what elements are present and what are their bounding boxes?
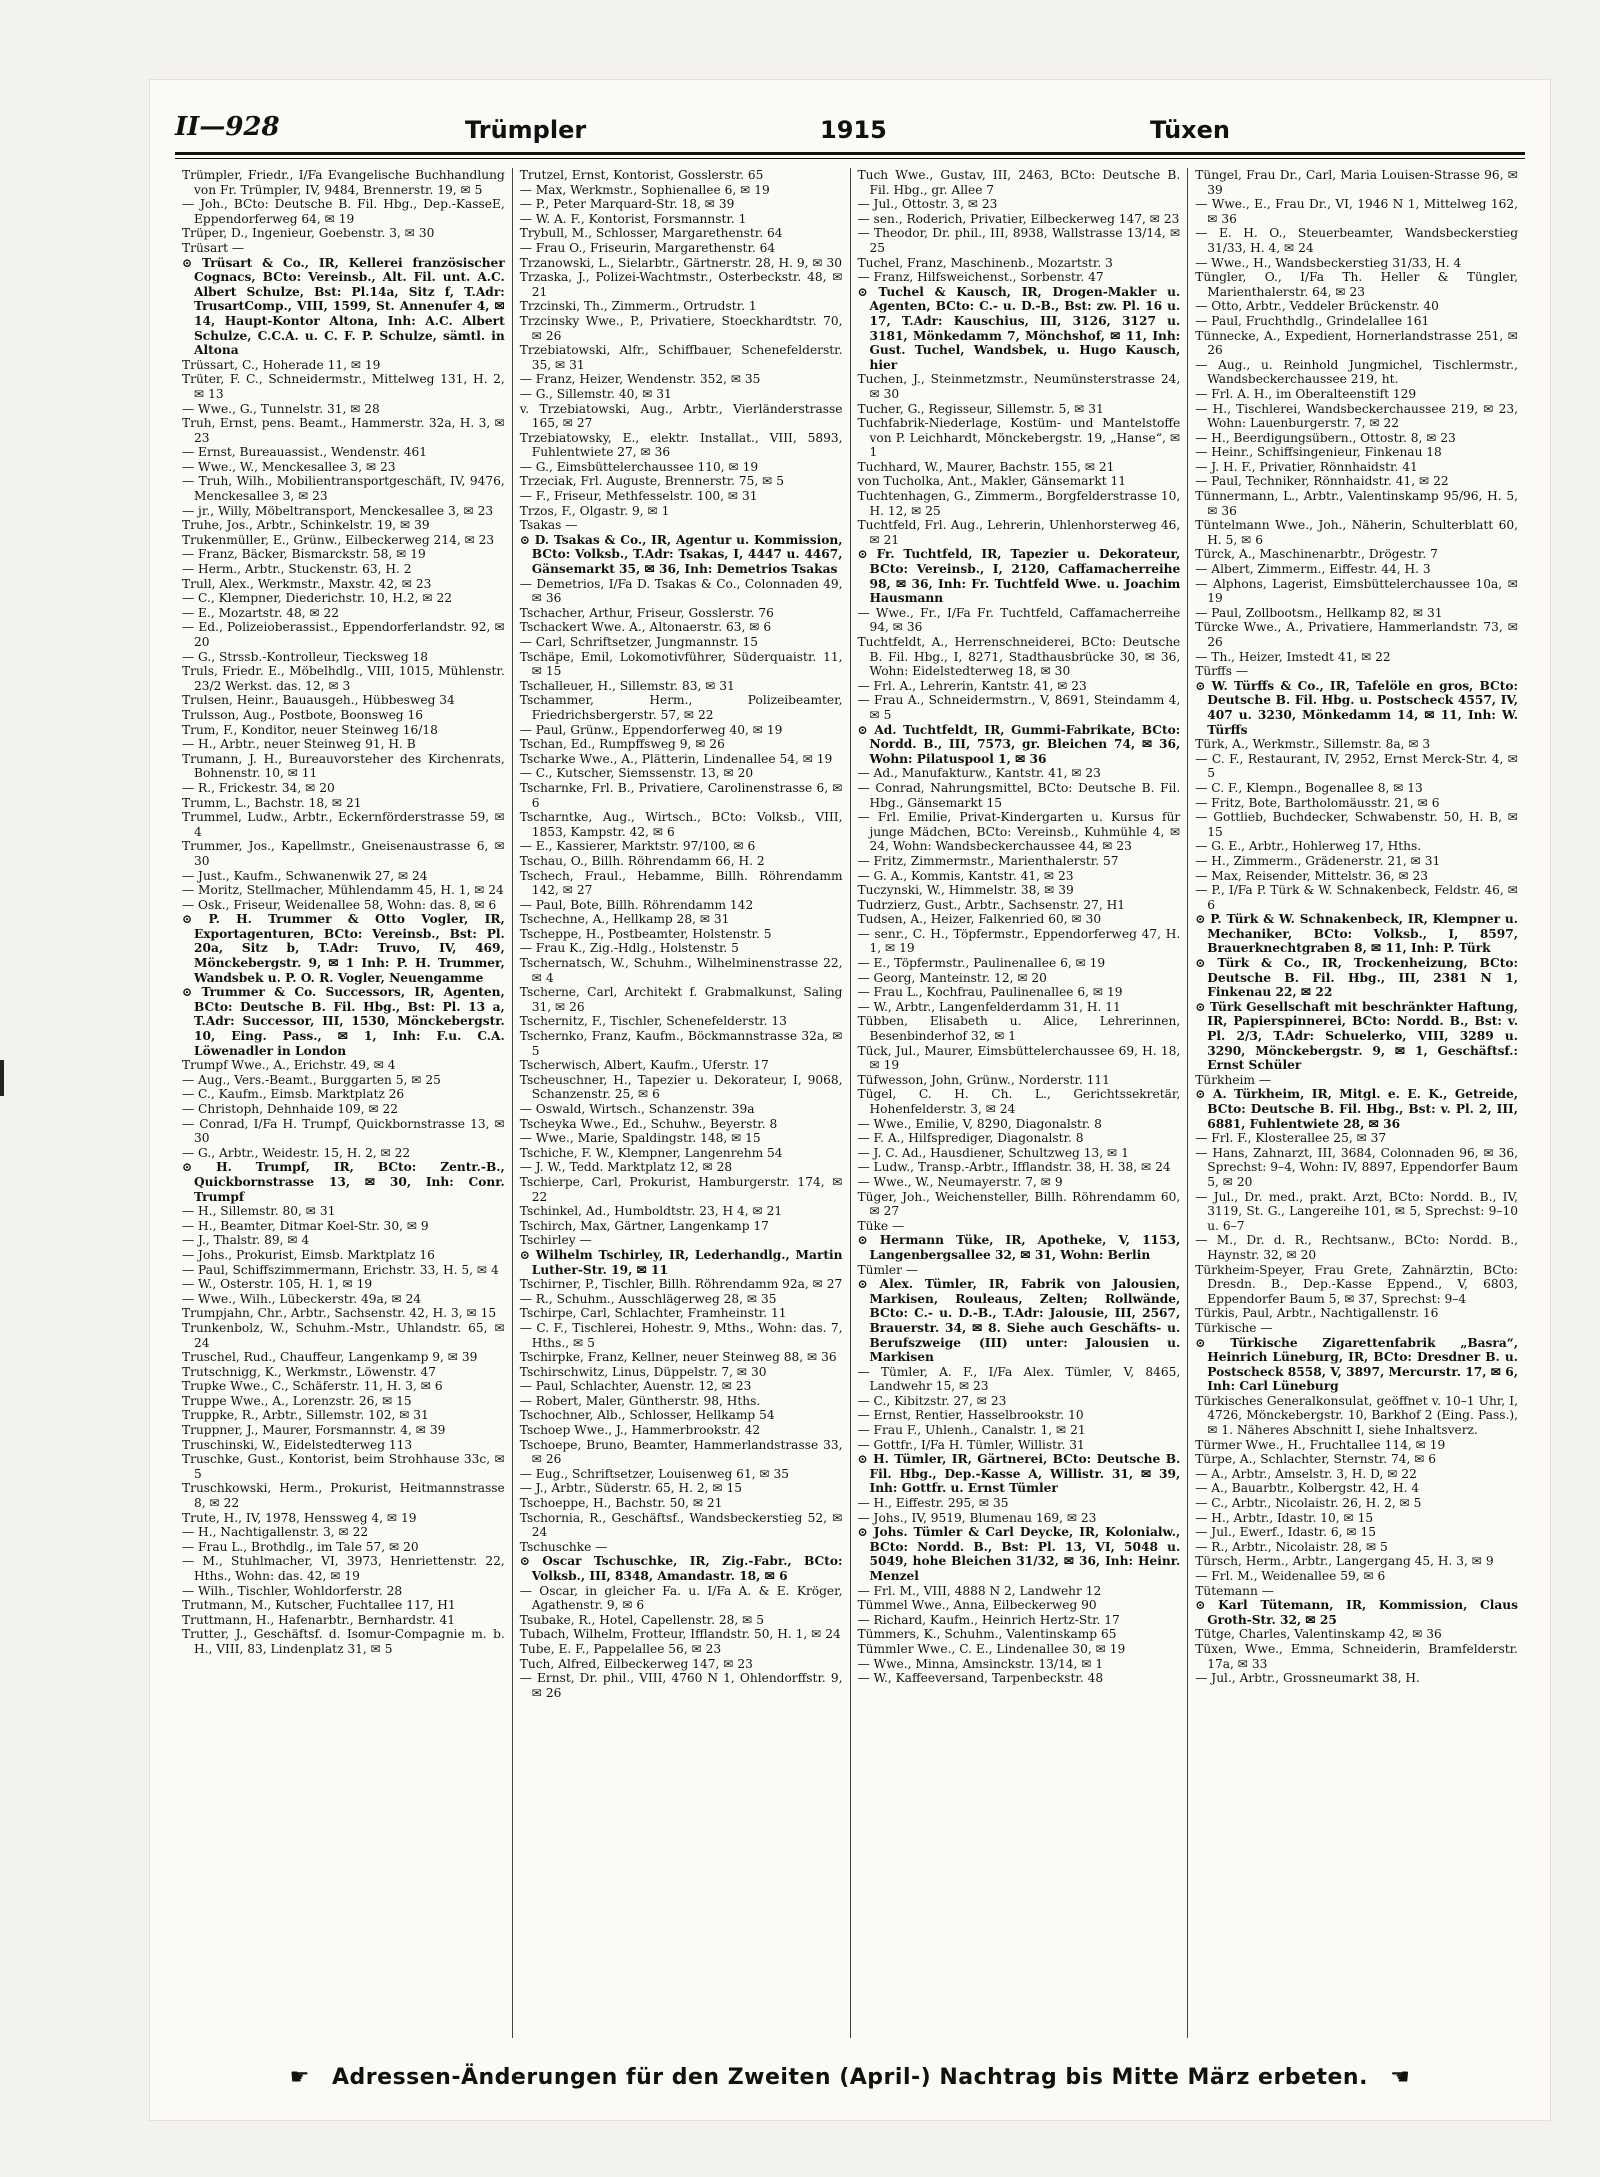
directory-entry: — W., Osterstr. 105, H. 1, ✉ 19	[182, 1277, 373, 1292]
directory-entry: — H., Sillemstr. 80, ✉ 31	[182, 1204, 336, 1219]
header-first-name: Trümpler	[465, 116, 587, 144]
directory-entry: — Ludw., Transp.-Arbtr., Ifflandstr. 38, H. 38, ✉ 24	[857, 1160, 1171, 1175]
directory-entry: Trutzel, Ernst, Kontorist, Gosslerstr. 65	[519, 168, 764, 182]
directory-entry: Tuchtfeld, Frl. Aug., Lehrerin, Uhlenhorsterweg 46, ✉ 21	[857, 518, 1181, 547]
directory-entry: Trum, F., Konditor, neuer Steinweg 16/18	[182, 722, 438, 737]
directory-entry: Tüxen, Wwe., Emma, Schneiderin, Bramfelderstr. 17a, ✉ 33	[1195, 1641, 1518, 1671]
directory-entry: Tuchfabrik-Niederlage, Kostüm- und Mantelstoffe von P. Leichhardt, Mönckebergstr. 19, „Hanse“, ✉ 1	[857, 416, 1181, 460]
directory-entry: Tück, Jul., Maurer, Eimsbüttelerchaussee 69, H. 18, ✉ 19	[857, 1043, 1181, 1073]
directory-entry: — Richard, Kaufm., Heinrich Hertz-Str. 17	[857, 1612, 1120, 1627]
directory-entry: Tschechne, A., Hellkamp 28, ✉ 31	[519, 912, 730, 927]
directory-entry: — Tümler, A. F., I/Fa Alex. Tümler, V, 8465, Landwehr 15, ✉ 23	[857, 1364, 1181, 1394]
directory-entry: Trupke Wwe., C., Schäferstr. 11, H. 3, ✉ 6	[182, 1379, 443, 1394]
directory-entry: — G., Eimsbüttelerchaussee 110, ✉ 19	[519, 459, 759, 474]
directory-entry: — Aug., Vers.-Beamt., Burggarten 5, ✉ 25	[182, 1072, 441, 1087]
directory-entry: — Max, Werkmstr., Sophienallee 6, ✉ 19	[519, 182, 770, 197]
directory-entry: — Frau A., Schneidermstrn., V, 8691, Steindamm 4, ✉ 5	[857, 693, 1181, 722]
directory-entry: Tschau, O., Billh. Röhrendamm 66, H. 2	[519, 853, 765, 868]
directory-entry: — Just., Kaufm., Schwanenwik 27, ✉ 24	[182, 868, 428, 883]
directory-entry: Tschiche, F. W., Klempner, Langenrehm 54	[519, 1145, 783, 1160]
directory-entry: Tuczynski, W., Himmelstr. 38, ✉ 39	[857, 883, 1074, 898]
directory-entry: Tümler —	[857, 1262, 919, 1277]
directory-entry: — Frl. M., Weidenallee 59, ✉ 6	[1195, 1569, 1386, 1583]
directory-entry: — Herm., Arbtr., Stuckenstr. 63, H. 2	[182, 562, 412, 577]
directory-entry: — senr., C. H., Töpfermstr., Eppendorferweg 47, H. 1, ✉ 19	[857, 926, 1181, 956]
directory-entry: — Oswald, Wirtsch., Schanzenstr. 39a	[519, 1102, 755, 1116]
directory-entry: ⊙ P. Türk & W. Schnakenbeck, IR, Klempner u. Mechaniker, BCto: Volksb., I, 8597, Brauerknechtgraben 8, ✉ 11, Inh: P. Türk	[1195, 912, 1518, 956]
directory-entry: v. Trzebiatowski, Aug., Arbtr., Vierländerstrasse 165, ✉ 27	[519, 401, 843, 431]
directory-entry: — W., Arbtr., Langenfelderdamm 31, H. 11	[857, 999, 1121, 1014]
directory-entry: Türkheim —	[1195, 1072, 1272, 1087]
directory-entry: — A., Arbtr., Amselstr. 3, H. D, ✉ 22	[1195, 1466, 1417, 1481]
directory-entry: Tudsen, A., Heizer, Falkenried 60, ✉ 30	[857, 912, 1102, 927]
directory-entry: — Wwe., Marie, Spaldingstr. 148, ✉ 15	[519, 1131, 761, 1146]
directory-entry: — Max, Reisender, Mittelstr. 36, ✉ 23	[1195, 868, 1429, 883]
directory-entry: Trulsen, Heinr., Bauausgeh., Hübbesweg 34	[182, 693, 455, 708]
directory-entry: Tschoep Wwe., J., Hammerbrookstr. 42	[519, 1423, 761, 1438]
directory-entry: — Franz, Heizer, Wendenstr. 352, ✉ 35	[519, 372, 761, 387]
directory-entry: — H., Beamter, Ditmar Koel-Str. 30, ✉ 9	[182, 1218, 429, 1233]
directory-entry: — Frl. F., Klosterallee 25, ✉ 37	[1195, 1131, 1387, 1146]
directory-entry: — G. E., Arbtr., Hohlerweg 17, Hths.	[1195, 839, 1422, 854]
directory-entry: Tscharke Wwe., A., Plätterin, Lindenallee 54, ✉ 19	[519, 751, 833, 766]
directory-entry: — J., Arbtr., Süderstr. 65, H. 2, ✉ 15	[519, 1481, 742, 1496]
scan-edge-mark	[0, 1060, 4, 1096]
directory-entry: Tudrzierz, Gust., Arbtr., Sachsenstr. 27, H1	[857, 897, 1126, 912]
directory-entry: Trutschnigg, K., Werkmstr., Löwenstr. 47	[182, 1364, 437, 1379]
directory-entry: — Frau L., Brothdlg., im Tale 57, ✉ 20	[182, 1539, 419, 1554]
directory-entry: Tüger, Joh., Weichensteller, Billh. Röhrendamm 60, ✉ 27	[857, 1189, 1181, 1219]
directory-entry: ⊙ Trummer & Co. Successors, IR, Agenten, BCto: Deutsche B. Fil. Hbg., Bst: Pl. 13 a, T.Adr: Successor, III, 1530, Mönckebergstr. 10, Eing. Pass., ✉ 1, Inh: F.u. C.A. Löwenadler in London	[182, 985, 505, 1058]
directory-entry: — C., Arbtr., Nicolaistr. 26, H. 2, ✉ 5	[1195, 1496, 1422, 1511]
column-4	[1188, 168, 1525, 2038]
directory-entry: Tube, E. F., Pappelallee 56, ✉ 23	[519, 1641, 722, 1656]
directory-entry: ⊙ Johs. Tümler & Carl Deycke, IR, Kolonialw., BCto: Nordd. B., Bst: Pl. 13, VI, 5048 u. 5049, hohe Bleichen 31/32, ✉ 36, Inh: Heinr. Menzel	[857, 1525, 1181, 1583]
directory-entry: — Wwe., H., Wandsbeckerstieg 31/33, H. 4	[1195, 255, 1462, 270]
directory-entry: Tucher, G., Regisseur, Sillemstr. 5, ✉ 31	[857, 401, 1104, 416]
directory-entry: Trüssart, C., Hoherade 11, ✉ 19	[182, 357, 381, 372]
directory-entry: Trzeciak, Frl. Auguste, Brennerstr. 75, ✉ 5	[519, 474, 785, 489]
directory-columns	[175, 168, 1525, 2038]
directory-entry: Tügel, C. H. Ch. L., Gerichtssekretär, Hohenfelderstr. 3, ✉ 24	[857, 1087, 1181, 1116]
directory-entry: — Gottfr., I/Fa H. Tümler, Willistr. 31	[857, 1437, 1085, 1452]
directory-entry: — Frau O., Friseurin, Margarethenstr. 64	[519, 240, 776, 255]
directory-entry: — Theodor, Dr. phil., III, 8938, Wallstrasse 13/14, ✉ 25	[857, 226, 1181, 255]
directory-entry: — Truh, Wilh., Mobilientransportgeschäft, IV, 9476, Menckesallee 3, ✉ 23	[182, 474, 505, 504]
directory-entry: — Ernst, Bureauassist., Wendenstr. 461	[182, 445, 428, 460]
directory-entry: Truppe Wwe., A., Lorenzstr. 26, ✉ 15	[182, 1393, 412, 1408]
directory-entry: Trzos, F., Olgastr. 9, ✉ 1	[519, 503, 670, 518]
directory-entry: — Georg, Manteinstr. 12, ✉ 20	[857, 970, 1047, 985]
directory-entry: Trumpf Wwe., A., Erichstr. 49, ✉ 4	[182, 1058, 396, 1073]
directory-entry: — Johs., Prokurist, Eimsb. Marktplatz 16	[182, 1247, 435, 1262]
directory-entry: — Frau F., Uhlenh., Canalstr. 1, ✉ 21	[857, 1423, 1086, 1438]
directory-entry: Truppner, J., Maurer, Forsmannstr. 4, ✉ 39	[182, 1423, 446, 1438]
directory-entry: — C., Kutscher, Siemssenstr. 13, ✉ 20	[519, 766, 754, 781]
directory-entry: Tüngel, Frau Dr., Carl, Maria Louisen-Strasse 96, ✉ 39	[1195, 168, 1518, 197]
directory-entry: — Franz, Bäcker, Bismarckstr. 58, ✉ 19	[182, 547, 426, 562]
directory-entry: — R., Arbtr., Nicolaistr. 28, ✉ 5	[1195, 1539, 1388, 1554]
directory-entry: Tünnermann, L., Arbtr., Valentinskamp 95/96, H. 5, ✉ 36	[1195, 489, 1518, 518]
directory-entry: Tschech, Fraul., Hebamme, Billh. Röhrendamm 142, ✉ 27	[519, 868, 843, 898]
directory-entry: Tuchel, Franz, Maschinenb., Mozartstr. 3	[857, 255, 1113, 270]
directory-entry: Trummer, Jos., Kapellmstr., Gneisenaustrasse 6, ✉ 30	[182, 839, 505, 868]
directory-entry: Tschirner, P., Tischler, Billh. Röhrendamm 92a, ✉ 27	[519, 1277, 843, 1292]
directory-entry: Tubach, Wilhelm, Frotteur, Ifflandstr. 50, H. 1, ✉ 24	[519, 1627, 841, 1642]
directory-entry: — Eug., Schriftsetzer, Louisenweg 61, ✉ 35	[519, 1466, 790, 1481]
directory-entry: — Ernst, Dr. phil., VIII, 4760 N 1, Ohlendorffstr. 9, ✉ 26	[519, 1671, 843, 1700]
directory-entry: ⊙ Wilhelm Tschirley, IR, Lederhandlg., Martin Luther-Str. 19, ✉ 11	[519, 1247, 843, 1277]
directory-entry: Trzebiatowsky, E., elektr. Installat., VIII, 5893, Fuhlentwiete 27, ✉ 36	[519, 430, 843, 460]
directory-entry: — Wwe., Emilie, V, 8290, Diagonalstr. 8	[857, 1116, 1102, 1131]
directory-entry: — G., Sillemstr. 40, ✉ 31	[519, 386, 672, 401]
directory-entry: — Oscar, in gleicher Fa. u. I/Fa A. & E. Kröger, Agathenstr. 9, ✉ 6	[519, 1583, 843, 1613]
directory-entry: Tscherwisch, Albert, Kaufm., Uferstr. 17	[519, 1058, 769, 1073]
directory-entry: ⊙ Ad. Tuchtfeldt, IR, Gummi-Fabrikate, BCto: Nordd. B., III, 7573, gr. Bleichen 74, ✉ 36, Wohn: Pilatuspool 1, ✉ 36	[857, 722, 1181, 766]
directory-entry: — Conrad, I/Fa H. Trumpf, Quickbornstrasse 13, ✉ 30	[182, 1116, 505, 1146]
directory-entry: — H., Tischlerei, Wandsbeckerchaussee 219, ✉ 23, Wohn: Lauenburgerstr. 7, ✉ 22	[1195, 401, 1518, 431]
directory-entry: — Ed., Polizeioberassist., Eppendorferlandstr. 92, ✉ 20	[182, 620, 505, 649]
page-header	[175, 110, 1525, 150]
directory-entry: Türck, A., Maschinenarbtr., Drögestr. 7	[1195, 547, 1438, 562]
directory-entry: — Fritz, Zimmermstr., Marienthalerstr. 57	[857, 853, 1119, 868]
directory-entry: — H., Eiffestr. 295, ✉ 35	[857, 1496, 1009, 1511]
page-number: II—928	[175, 112, 280, 142]
directory-entry: Trüper, D., Ingenieur, Goebenstr. 3, ✉ 30	[182, 226, 435, 241]
directory-entry: Tsubake, R., Hotel, Capellenstr. 28, ✉ 5	[519, 1612, 764, 1627]
directory-entry: — Paul, Zollbootsm., Hellkamp 82, ✉ 31	[1195, 605, 1443, 620]
directory-entry: Trzcinski, Th., Zimmerm., Ortrudstr. 1	[519, 299, 757, 314]
directory-entry: — C., Klempner, Diederichstr. 10, H.2, ✉ 22	[182, 591, 452, 606]
directory-entry: — Paul, Fruchthdlg., Grindelallee 161	[1195, 313, 1430, 328]
directory-entry: Trummel, Ludw., Arbtr., Eckernförderstrasse 59, ✉ 4	[182, 810, 505, 839]
directory-entry: Tuch, Alfred, Eilbeckerweg 147, ✉ 23	[519, 1656, 753, 1671]
directory-entry: — E., Töpfermstr., Paulinenallee 6, ✉ 19	[857, 956, 1106, 971]
directory-entry: — Christoph, Dehnhaide 109, ✉ 22	[182, 1102, 399, 1116]
directory-entry: — C. F., Restaurant, IV, 2952, Ernst Merck-Str. 4, ✉ 5	[1195, 751, 1518, 781]
directory-entry: — Frl. Emilie, Privat-Kindergarten u. Kursus für junge Mädchen, BCto: Vereinsb., Kuhmühle 4, ✉ 24, Wohn: Wandsbeckerchaussee 44, ✉ 23	[857, 810, 1181, 854]
directory-entry: Trunkenbolz, W., Schuhm.-Mstr., Uhlandstr. 65, ✉ 24	[182, 1320, 505, 1350]
directory-entry: — Gottlieb, Buchdecker, Schwabenstr. 50, H. B, ✉ 15	[1195, 810, 1518, 839]
directory-entry: Trüter, F. C., Schneidermstr., Mittelweg 131, H. 2, ✉ 13	[182, 372, 505, 401]
directory-entry: — Wwe., W., Menckesallee 3, ✉ 23	[182, 459, 396, 474]
directory-entry: Türpe, A., Schlachter, Sternstr. 74, ✉ 6	[1195, 1452, 1437, 1467]
directory-entry: Tschuschke —	[519, 1539, 608, 1554]
directory-entry: Tüfwesson, John, Grünw., Norderstr. 111	[857, 1072, 1110, 1087]
directory-page	[150, 80, 1550, 2120]
directory-entry: Tschochner, Alb., Schlosser, Hellkamp 54	[519, 1408, 775, 1423]
directory-entry: — G., Arbtr., Weidestr. 15, H. 2, ✉ 22	[182, 1145, 411, 1160]
directory-entry: — Wilh., Tischler, Wohldorferstr. 28	[182, 1583, 403, 1598]
directory-entry: Trzanowski, L., Sielarbtr., Gärtnerstr. 28, H. 9, ✉ 30	[519, 255, 842, 270]
directory-entry: Trull, Alex., Werkmstr., Maxstr. 42, ✉ 23	[182, 576, 432, 591]
directory-entry: — C., Kibitzstr. 27, ✉ 23	[857, 1393, 1007, 1408]
directory-entry: Truhe, Jos., Arbtr., Schinkelstr. 19, ✉ 39	[182, 518, 430, 533]
directory-entry: ⊙ P. H. Trummer & Otto Vogler, IR, Exportagenturen, BCto: Vereinsb., Bst: Pl. 20a, Sitz b, T.Adr: Truvo, IV, 469, Mönckebergstr. 9, ✉ 1 Inh: P. H. Trummer, Wandsbek u. P. O. R. Vogler, Neuengamme	[182, 912, 505, 985]
directory-entry: — C., Kaufm., Eimsb. Marktplatz 26	[182, 1087, 405, 1102]
directory-entry: — Paul, Techniker, Rönnhaidstr. 41, ✉ 22	[1195, 474, 1449, 489]
directory-entry: Tschacher, Arthur, Friseur, Gosslerstr. 76	[519, 605, 774, 620]
directory-entry: ⊙ H. Trumpf, IR, BCto: Zentr.-B., Quickbornstrasse 13, ✉ 30, Inh: Conr. Trumpf	[182, 1160, 505, 1204]
pointing-hand-right-icon: ☚	[1390, 2065, 1411, 2090]
directory-entry: — A., Bauarbtr., Kolbergstr. 42, H. 4	[1195, 1481, 1420, 1496]
directory-entry: — Wwe., Fr., I/Fa Fr. Tuchtfeld, Caffamacherreihe 94, ✉ 36	[857, 605, 1181, 635]
directory-entry: Türcke Wwe., A., Privatiere, Hammerlandstr. 73, ✉ 26	[1195, 620, 1518, 649]
directory-entry: — Aug., u. Reinhold Jungmichel, Tischlermstr., Wandsbeckerchaussee 219, ht.	[1195, 357, 1518, 387]
directory-entry: ⊙ Trüsart & Co., IR, Kellerei französischer Cognacs, BCto: Vereinsb., Alt. Fil. unt. A.C. Albert Schulze, Bst: Pl.14a, Sitz f, T.Adr: TrusartComp., VIII, 1599, St. Annenufer 4, ✉ 14, Haupt-Kontor Altona, Inh: A.C. Albert Schulze, C.C.A. u. C. F. P. Schulze, sämtl. in Altona	[182, 255, 505, 358]
directory-entry: Tschernatsch, W., Schuhm., Wilhelminenstrasse 22, ✉ 4	[519, 956, 843, 985]
directory-entry: Türffs —	[1195, 664, 1249, 679]
directory-entry: ⊙ Türk Gesellschaft mit beschränkter Haftung, IR, Papierspinnerei, BCto: Nordd. B., Bst: v. Pl. 2/3, T.Adr: Schuelerko, VIII, 3289 u. 3290, Mönckebergstr. 9, ✉ 1, Geschäftsf.: Ernst Schüler	[1195, 999, 1518, 1073]
directory-entry: Tütemann —	[1195, 1583, 1274, 1598]
directory-entry: — Ernst, Rentier, Hasselbrookstr. 10	[857, 1408, 1084, 1423]
directory-entry: Trute, H., IV, 1978, Henssweg 4, ✉ 19	[182, 1510, 417, 1525]
directory-entry: Tscharnke, Frl. B., Privatiere, Carolinenstrasse 6, ✉ 6	[519, 780, 843, 810]
directory-entry: Tschalleuer, H., Sillemstr. 83, ✉ 31	[519, 678, 735, 693]
directory-entry: — P., I/Fa P. Türk & W. Schnakenbeck, Feldstr. 46, ✉ 6	[1195, 883, 1518, 912]
directory-entry: ⊙ W. Türffs & Co., IR, Tafelöle en gros, BCto: Deutsche B. Fil. Hbg. u. Postscheck 4557, IV, 407 u. 3230, Mönkedamm 14, ✉ 11, Inh: W. Türffs	[1195, 678, 1518, 737]
directory-entry: Tübben, Elisabeth u. Alice, Lehrerinnen, Besenbinderhof 32, ✉ 1	[857, 1014, 1181, 1044]
directory-entry: — J. C. Ad., Hausdiener, Schultzweg 13, ✉ 1	[857, 1145, 1129, 1160]
directory-entry: — G., Strssb.-Kontrolleur, Tiecksweg 18	[182, 649, 429, 664]
directory-entry: Tschoepe, Bruno, Beamter, Hammerlandstrasse 33, ✉ 26	[519, 1437, 843, 1467]
directory-entry: — J. H. F., Privatier, Rönnhaidstr. 41	[1195, 459, 1418, 474]
header-year: 1915	[820, 116, 887, 144]
directory-entry: Tünnecke, A., Expedient, Hornerlandstrasse 251, ✉ 26	[1195, 328, 1518, 358]
directory-entry: — Wwe., W., Neumayerstr. 7, ✉ 9	[857, 1174, 1063, 1189]
directory-entry: Türkheim-Speyer, Frau Grete, Zahnärztin, BCto: Dresdn. B., Dep.-Kasse Eppend., V, 6803, Eppendorfer Baum 5, ✉ 37, Sprechst: 9–4	[1195, 1262, 1518, 1306]
directory-entry: — H., Beerdigungsübern., Ottostr. 8, ✉ 23	[1195, 430, 1456, 445]
directory-entry: Tuchhard, W., Maurer, Bachstr. 155, ✉ 21	[857, 459, 1115, 474]
directory-entry: Tschan, Ed., Rumpffsweg 9, ✉ 26	[519, 737, 725, 752]
directory-entry: Tsakas —	[519, 518, 578, 533]
header-rule-thin	[175, 158, 1525, 159]
page-footer	[270, 2065, 1430, 2095]
directory-entry: Tümmler Wwe., C. E., Lindenallee 30, ✉ 19	[857, 1641, 1126, 1656]
directory-entry: ⊙ Fr. Tuchtfeld, IR, Tapezier u. Dekorateur, BCto: Vereinsb., I, 2120, Caffamacherreihe 98, ✉ 36, Inh: Fr. Tuchtfeld Wwe. u. Joachim Hausmann	[857, 547, 1181, 606]
directory-entry: — J., Thalstr. 89, ✉ 4	[182, 1233, 310, 1248]
directory-entry: Tschirschwitz, Linus, Düppelstr. 7, ✉ 30	[519, 1364, 767, 1379]
directory-entry: — Paul, Schlachter, Auenstr. 12, ✉ 23	[519, 1379, 752, 1394]
directory-entry: Tschackert Wwe. A., Altonaerstr. 63, ✉ 6	[519, 620, 772, 635]
directory-entry: Tschinkel, Ad., Humboldtstr. 23, H 4, ✉ 21	[519, 1204, 783, 1219]
directory-entry: Tuchtfeldt, A., Herrenschneiderei, BCto: Deutsche B. Fil. Hbg., I, 8271, Stadthausbrücke 30, ✉ 36, Wohn: Eidelstedterweg 18, ✉ 30	[857, 635, 1181, 679]
directory-entry: — Alphons, Lagerist, Eimsbüttelerchaussee 10a, ✉ 19	[1195, 576, 1518, 606]
directory-entry: — Frl. A., Lehrerin, Kantstr. 41, ✉ 23	[857, 678, 1087, 693]
directory-entry: — F. A., Hilfsprediger, Diagonalstr. 8	[857, 1131, 1084, 1146]
directory-entry: Tschammer, Herm., Polizeibeamter, Friedrichsbergerstr. 57, ✉ 22	[519, 693, 843, 722]
header-rule	[175, 152, 1525, 155]
directory-entry: Tscheuschner, H., Tapezier u. Dekorateur, I, 9068, Schanzenstr. 25, ✉ 6	[519, 1072, 843, 1102]
directory-entry: ⊙ D. Tsakas & Co., IR, Agentur u. Kommission, BCto: Volksb., T.Adr: Tsakas, I, 4447 u. 4467, Gänsemarkt 35, ✉ 36, Inh: Demetrios Tsakas	[519, 532, 843, 577]
directory-entry: Tuchen, J., Steinmetzmstr., Neumünsterstrasse 24, ✉ 30	[857, 372, 1181, 401]
header-last-name: Tüxen	[1150, 116, 1231, 144]
directory-entry: Trulsson, Aug., Postbote, Boonsweg 16	[182, 707, 423, 722]
directory-entry: Tschirley —	[519, 1233, 592, 1248]
footer-notice: Adressen-Änderungen für den Zweiten (April-) Nachtrag bis Mitte März erbeten.	[332, 2065, 1368, 2090]
directory-entry: — Jul., Dr. med., prakt. Arzt, BCto: Nordd. B., IV, 3119, St. G., Langereihe 101, ✉ 5, Sprechst: 9–10 u. 6–7	[1195, 1189, 1518, 1233]
directory-entry: Trybull, M., Schlosser, Margarethenstr. 64	[519, 226, 783, 241]
directory-entry: — Paul, Schiffszimmermann, Erichstr. 33, H. 5, ✉ 4	[182, 1262, 499, 1277]
column-3	[851, 168, 1189, 2038]
directory-entry: — F., Friseur, Methfesselstr. 100, ✉ 31	[519, 489, 758, 504]
directory-entry: Türkische —	[1195, 1320, 1273, 1335]
directory-entry: — E. H. O., Steuerbeamter, Wandsbeckerstieg 31/33, H. 4, ✉ 24	[1195, 226, 1518, 255]
directory-entry: Tschoeppe, H., Bachstr. 50, ✉ 21	[519, 1496, 723, 1511]
directory-entry: — Jul., Ewerf., Idastr. 6, ✉ 15	[1195, 1525, 1376, 1540]
directory-entry: — Franz, Hilfsweichenst., Sorbenstr. 47	[857, 270, 1104, 285]
directory-entry: ⊙ Türk & Co., IR, Trockenheizung, BCto: Deutsche B. Fil. Hbg., III, 2381 N 1, Finkenau 22, ✉ 22	[1195, 956, 1518, 1000]
directory-entry: Tüntelmann Wwe., Joh., Näherin, Schulterblatt 60, H. 5, ✉ 6	[1195, 518, 1518, 547]
directory-entry: — H., Nachtigallenstr. 3, ✉ 22	[182, 1525, 369, 1540]
directory-entry: Tschäpe, Emil, Lokomotivführer, Süderquaistr. 11, ✉ 15	[519, 649, 843, 679]
directory-entry: — Paul, Bote, Billh. Röhrendamm 142	[519, 897, 754, 912]
directory-entry: Tütge, Charles, Valentinskamp 42, ✉ 36	[1195, 1627, 1442, 1642]
directory-entry: Trumann, J. H., Bureauvorsteher des Kirchenrats, Bohnenstr. 10, ✉ 11	[182, 751, 505, 781]
directory-entry: — Frl. M., VIII, 4888 N 2, Landwehr 12	[857, 1583, 1102, 1598]
directory-entry: Tschornia, R., Geschäftsf., Wandsbeckerstieg 52, ✉ 24	[519, 1510, 843, 1540]
directory-entry: — M., Dr. d. R., Rechtsanw., BCto: Nordd. B., Haynstr. 32, ✉ 20	[1195, 1233, 1518, 1262]
directory-entry: — Wwe., G., Tunnelstr. 31, ✉ 28	[182, 401, 380, 416]
directory-entry: Trzaska, J., Polizei-Wachtmstr., Osterbeckstr. 48, ✉ 21	[519, 270, 843, 299]
directory-entry: Türkisches Generalkonsulat, geöffnet v. 10–1 Uhr, I, 4726, Mönckebergstr. 10, Barkhof 2 (Eing. Pass.), ✉ 1. Näheres Abschnitt I, siehe Inhaltsverz.	[1195, 1393, 1518, 1438]
directory-entry: ⊙ Tuchel & Kausch, IR, Drogen-Makler u. Agenten, BCto: C.- u. D.-B., Bst: zw. Pl. 16 u. 17, T.Adr: Kauschius, III, 3126, 3127 u. 3181, Mönkedamm 7, Mönchshof, ✉ 11, Inh: Gust. Tuchel, Wandsbek, u. Hugo Kausch, hier	[857, 284, 1181, 372]
directory-entry: Trümpler, Friedr., I/Fa Evangelische Buchhandlung von Fr. Trümpler, IV, 9484, Brennerstr. 19, ✉ 5	[182, 168, 505, 197]
directory-entry: Trzcinsky Wwe., P., Privatiere, Stoeckhardtstr. 70, ✉ 26	[519, 313, 843, 343]
directory-entry: — Th., Heizer, Imstedt 41, ✉ 22	[1195, 649, 1391, 664]
directory-entry: ⊙ Alex. Tümler, IR, Fabrik von Jalousien, Markisen, Rouleaus, Zelten; Rollwände, BCto: C.- u. D.-B., T.Adr: Jalousie, III, 2567, Brauerstr. 34, ✉ 8. Siehe auch Geschäfts- u. Berufszweige (III) unter: Jalousien u. Markisen	[857, 1277, 1181, 1365]
directory-entry: — Heinr., Schiffsingenieur, Finkenau 18	[1195, 445, 1442, 460]
directory-entry: Trüsart —	[182, 240, 245, 255]
directory-entry: — Ad., Manufakturw., Kantstr. 41, ✉ 23	[857, 766, 1101, 781]
directory-entry: — Frl. A. H., im Oberalteenstift 129	[1195, 386, 1417, 401]
directory-entry: — Joh., BCto: Deutsche B. Fil. Hbg., Dep.-KasseE, Eppendorferweg 64, ✉ 19	[182, 197, 505, 226]
directory-entry: Tschierpe, Carl, Prokurist, Hamburgerstr. 174, ✉ 22	[519, 1174, 843, 1204]
directory-entry: Trutmann, M., Kutscher, Fuchtallee 117, H1	[182, 1598, 456, 1613]
directory-entry: von Tucholka, Ant., Makler, Gänsemarkt 11	[857, 474, 1127, 489]
directory-entry: Tschirpe, Carl, Schlachter, Framheinstr. 11	[519, 1306, 787, 1321]
directory-entry: Tschirch, Max, Gärtner, Langenkamp 17	[519, 1218, 769, 1233]
directory-entry: — Frau K., Zig.-Hdlg., Holstenstr. 5	[519, 941, 739, 956]
directory-entry: — Robert, Maler, Güntherstr. 98, Hths.	[519, 1393, 761, 1408]
directory-entry: Tscheyka Wwe., Ed., Schuhw., Beyerstr. 8	[519, 1116, 778, 1131]
directory-entry: — M., Stuhlmacher, VI, 3973, Henriettenstr. 22, Hths., Wohn: das. 42, ✉ 19	[182, 1554, 505, 1583]
directory-entry: Truppke, R., Arbtr., Sillemstr. 102, ✉ 31	[182, 1408, 429, 1423]
column-2	[513, 168, 851, 2038]
pointing-hand-left-icon: ☛	[289, 2065, 310, 2090]
directory-entry: Tschirpke, Franz, Kellner, neuer Steinweg 88, ✉ 36	[519, 1350, 837, 1365]
directory-entry: — G. A., Kommis, Kantstr. 41, ✉ 23	[857, 868, 1074, 883]
directory-entry: Tschernitz, F., Tischler, Schenefelderstr. 13	[519, 1014, 787, 1029]
directory-entry: Tscheppe, H., Postbeamter, Holstenstr. 5	[519, 926, 772, 941]
directory-entry: ⊙ Türkische Zigarettenfabrik „Basra“, Heinrich Lüneburg, IR, BCto: Dresdner B. u. Postscheck 8558, V, 3897, Mercurstr. 17, ✉ 6, Inh: Carl Lüneburg	[1195, 1335, 1518, 1394]
directory-entry: ⊙ Oscar Tschuschke, IR, Zig.-Fabr., BCto: Volksb., III, 8348, Amandastr. 18, ✉ 6	[519, 1554, 843, 1583]
directory-entry: — Fritz, Bote, Bartholomäusstr. 21, ✉ 6	[1195, 795, 1440, 810]
directory-entry: — C. F., Klempn., Bogenallee 8, ✉ 13	[1195, 780, 1423, 795]
directory-entry: — Moritz, Stellmacher, Mühlendamm 45, H. 1, ✉ 24	[182, 883, 504, 898]
directory-entry: — J. W., Tedd. Marktplatz 12, ✉ 28	[519, 1160, 733, 1175]
directory-entry: — Albert, Zimmerm., Eiffestr. 44, H. 3	[1195, 562, 1431, 577]
directory-entry: Trumm, L., Bachstr. 18, ✉ 21	[182, 795, 362, 810]
directory-entry: — Jul., Ottostr. 3, ✉ 23	[857, 197, 998, 212]
directory-entry: Tümmel Wwe., Anna, Eilbeckerweg 90	[857, 1598, 1097, 1613]
directory-entry: Tümmers, K., Schuhm., Valentinskamp 65	[857, 1627, 1117, 1642]
directory-entry: Tüke —	[857, 1218, 905, 1233]
directory-entry: — Otto, Arbtr., Veddeler Brückenstr. 40	[1195, 299, 1439, 314]
directory-entry: — Demetrios, I/Fa D. Tsakas & Co., Colonnaden 49, ✉ 36	[519, 576, 843, 606]
directory-entry: Türk, A., Werkmstr., Sillemstr. 8a, ✉ 3	[1195, 737, 1431, 752]
column-1	[175, 168, 513, 2038]
directory-entry: ⊙ A. Türkheim, IR, Mitgl. e. E. K., Getreide, BCto: Deutsche B. Fil. Hbg., Bst: v. Pl. 2, III, 6881, Fuhlentwiete 28, ✉ 36	[1195, 1087, 1518, 1131]
directory-entry: — P., Peter Marquard-Str. 18, ✉ 39	[519, 197, 735, 212]
directory-entry: Truschel, Rud., Chauffeur, Langenkamp 9, ✉ 39	[182, 1350, 478, 1365]
directory-entry: ⊙ Hermann Tüke, IR, Apotheke, V, 1153, Langenbergsallee 32, ✉ 31, Wohn: Berlin	[857, 1233, 1181, 1262]
directory-entry: Truttmann, H., Hafenarbtr., Bernhardstr. 41	[182, 1612, 455, 1627]
directory-entry: Tüngler, O., I/Fa Th. Heller & Tüngler, Marienthalerstr. 64, ✉ 23	[1195, 270, 1518, 299]
directory-entry: Tuchtenhagen, G., Zimmerm., Borgfelderstrasse 10, H. 12, ✉ 25	[857, 489, 1181, 518]
directory-entry: ⊙ H. Tümler, IR, Gärtnerei, BCto: Deutsche B. Fil. Hbg., Dep.-Kasse A, Willistr. 31, ✉ 39, Inh: Gottfr. u. Ernst Tümler	[857, 1452, 1181, 1496]
directory-entry: — W. A. F., Kontorist, Forsmannstr. 1	[519, 211, 747, 226]
directory-entry: — jr., Willy, Möbeltransport, Menckesallee 3, ✉ 23	[182, 503, 494, 518]
directory-entry: — sen., Roderich, Privatier, Eilbeckerweg 147, ✉ 23	[857, 211, 1180, 226]
directory-entry: Truschkowski, Herm., Prokurist, Heitmannstrasse 8, ✉ 22	[182, 1481, 505, 1511]
directory-entry: — C. F., Tischlerei, Hohestr. 9, Mths., Wohn: das. 7, Hths., ✉ 5	[519, 1320, 843, 1350]
directory-entry: — W., Kaffeeversand, Tarpenbeckstr. 48	[857, 1671, 1104, 1686]
directory-entry: Tschernko, Franz, Kaufm., Böckmannstrasse 32a, ✉ 5	[519, 1029, 843, 1058]
directory-entry: — Hans, Zahnarzt, III, 3684, Colonnaden 96, ✉ 36, Sprechst: 9–4, Wohn: IV, 8897, Eppendorfer Baum 5, ✉ 20	[1195, 1145, 1518, 1189]
directory-entry: ⊙ Karl Tütemann, IR, Kommission, Claus Groth-Str. 32, ✉ 25	[1195, 1598, 1518, 1627]
directory-entry: Trumpjahn, Chr., Arbtr., Sachsenstr. 42, H. 3, ✉ 15	[182, 1306, 497, 1321]
directory-entry: — Conrad, Nahrungsmittel, BCto: Deutsche B. Fil. Hbg., Gänsemarkt 15	[857, 780, 1181, 810]
directory-entry: — E., Kassierer, Marktstr. 97/100, ✉ 6	[519, 839, 756, 854]
directory-entry: — H., Zimmerm., Grädenerstr. 21, ✉ 31	[1195, 853, 1441, 868]
directory-entry: Truschke, Gust., Kontorist, beim Strohhause 33c, ✉ 5	[182, 1452, 505, 1481]
directory-entry: Trukenmüller, E., Grünw., Eilbeckerweg 214, ✉ 23	[182, 532, 495, 547]
directory-entry: Türmer Wwe., H., Fruchtallee 114, ✉ 19	[1195, 1437, 1446, 1452]
directory-entry: Tuch Wwe., Gustav, III, 2463, BCto: Deutsche B. Fil. Hbg., gr. Allee 7	[857, 168, 1181, 197]
directory-entry: Tscherne, Carl, Architekt f. Grabmalkunst, Saling 31, ✉ 26	[519, 985, 843, 1014]
directory-entry: — Osk., Friseur, Weidenallee 58, Wohn: das. 8, ✉ 6	[182, 897, 497, 912]
directory-entry: — Wwe., Wilh., Lübeckerstr. 49a, ✉ 24	[182, 1291, 422, 1306]
directory-entry: Tscharntke, Aug., Wirtsch., BCto: Volksb., VIII, 1853, Kampstr. 42, ✉ 6	[519, 810, 843, 839]
directory-entry: Türkis, Paul, Arbtr., Nachtigallenstr. 16	[1195, 1306, 1439, 1321]
directory-entry: Trzebiatowski, Alfr., Schiffbauer, Schenefelderstr. 35, ✉ 31	[519, 343, 843, 372]
directory-entry: Truschinski, W., Eidelstedterweg 113	[182, 1437, 413, 1452]
directory-entry: — H., Arbtr., neuer Steinweg 91, H. B	[182, 737, 416, 752]
directory-entry: — Wwe., E., Frau Dr., VI, 1946 N 1, Mittelweg 162, ✉ 36	[1195, 197, 1518, 226]
directory-entry: — R., Schuhm., Ausschlägerweg 28, ✉ 35	[519, 1291, 777, 1306]
directory-entry: Truls, Friedr. E., Möbelhdlg., VIII, 1015, Mühlenstr. 23/2 Werkst. das. 12, ✉ 3	[182, 664, 505, 693]
directory-entry: Trutter, J., Geschäftsf. d. Isomur-Compagnie m. b. H., VIII, 83, Lindenplatz 31, ✉ 5	[182, 1627, 505, 1656]
directory-entry: — R., Frickestr. 34, ✉ 20	[182, 780, 335, 795]
directory-entry: Truh, Ernst, pens. Beamt., Hammerstr. 32a, H. 3, ✉ 23	[182, 416, 505, 445]
directory-entry: — Carl, Schriftsetzer, Jungmannstr. 15	[519, 635, 759, 649]
directory-entry: — H., Arbtr., Idastr. 10, ✉ 15	[1195, 1510, 1374, 1525]
directory-entry: — Paul, Grünw., Eppendorferweg 40, ✉ 19	[519, 722, 783, 737]
directory-entry: — Frau L., Kochfrau, Paulinenallee 6, ✉ 19	[857, 985, 1123, 1000]
directory-entry: — E., Mozartstr. 48, ✉ 22	[182, 605, 340, 620]
directory-entry: — Wwe., Minna, Amsinckstr. 13/14, ✉ 1	[857, 1656, 1104, 1671]
directory-entry: — Jul., Arbtr., Grossneumarkt 38, H.	[1195, 1671, 1420, 1686]
directory-entry: — Johs., IV, 9519, Blumenau 169, ✉ 23	[857, 1510, 1097, 1525]
directory-entry: Türsch, Herm., Arbtr., Langergang 45, H. 3, ✉ 9	[1195, 1554, 1494, 1569]
